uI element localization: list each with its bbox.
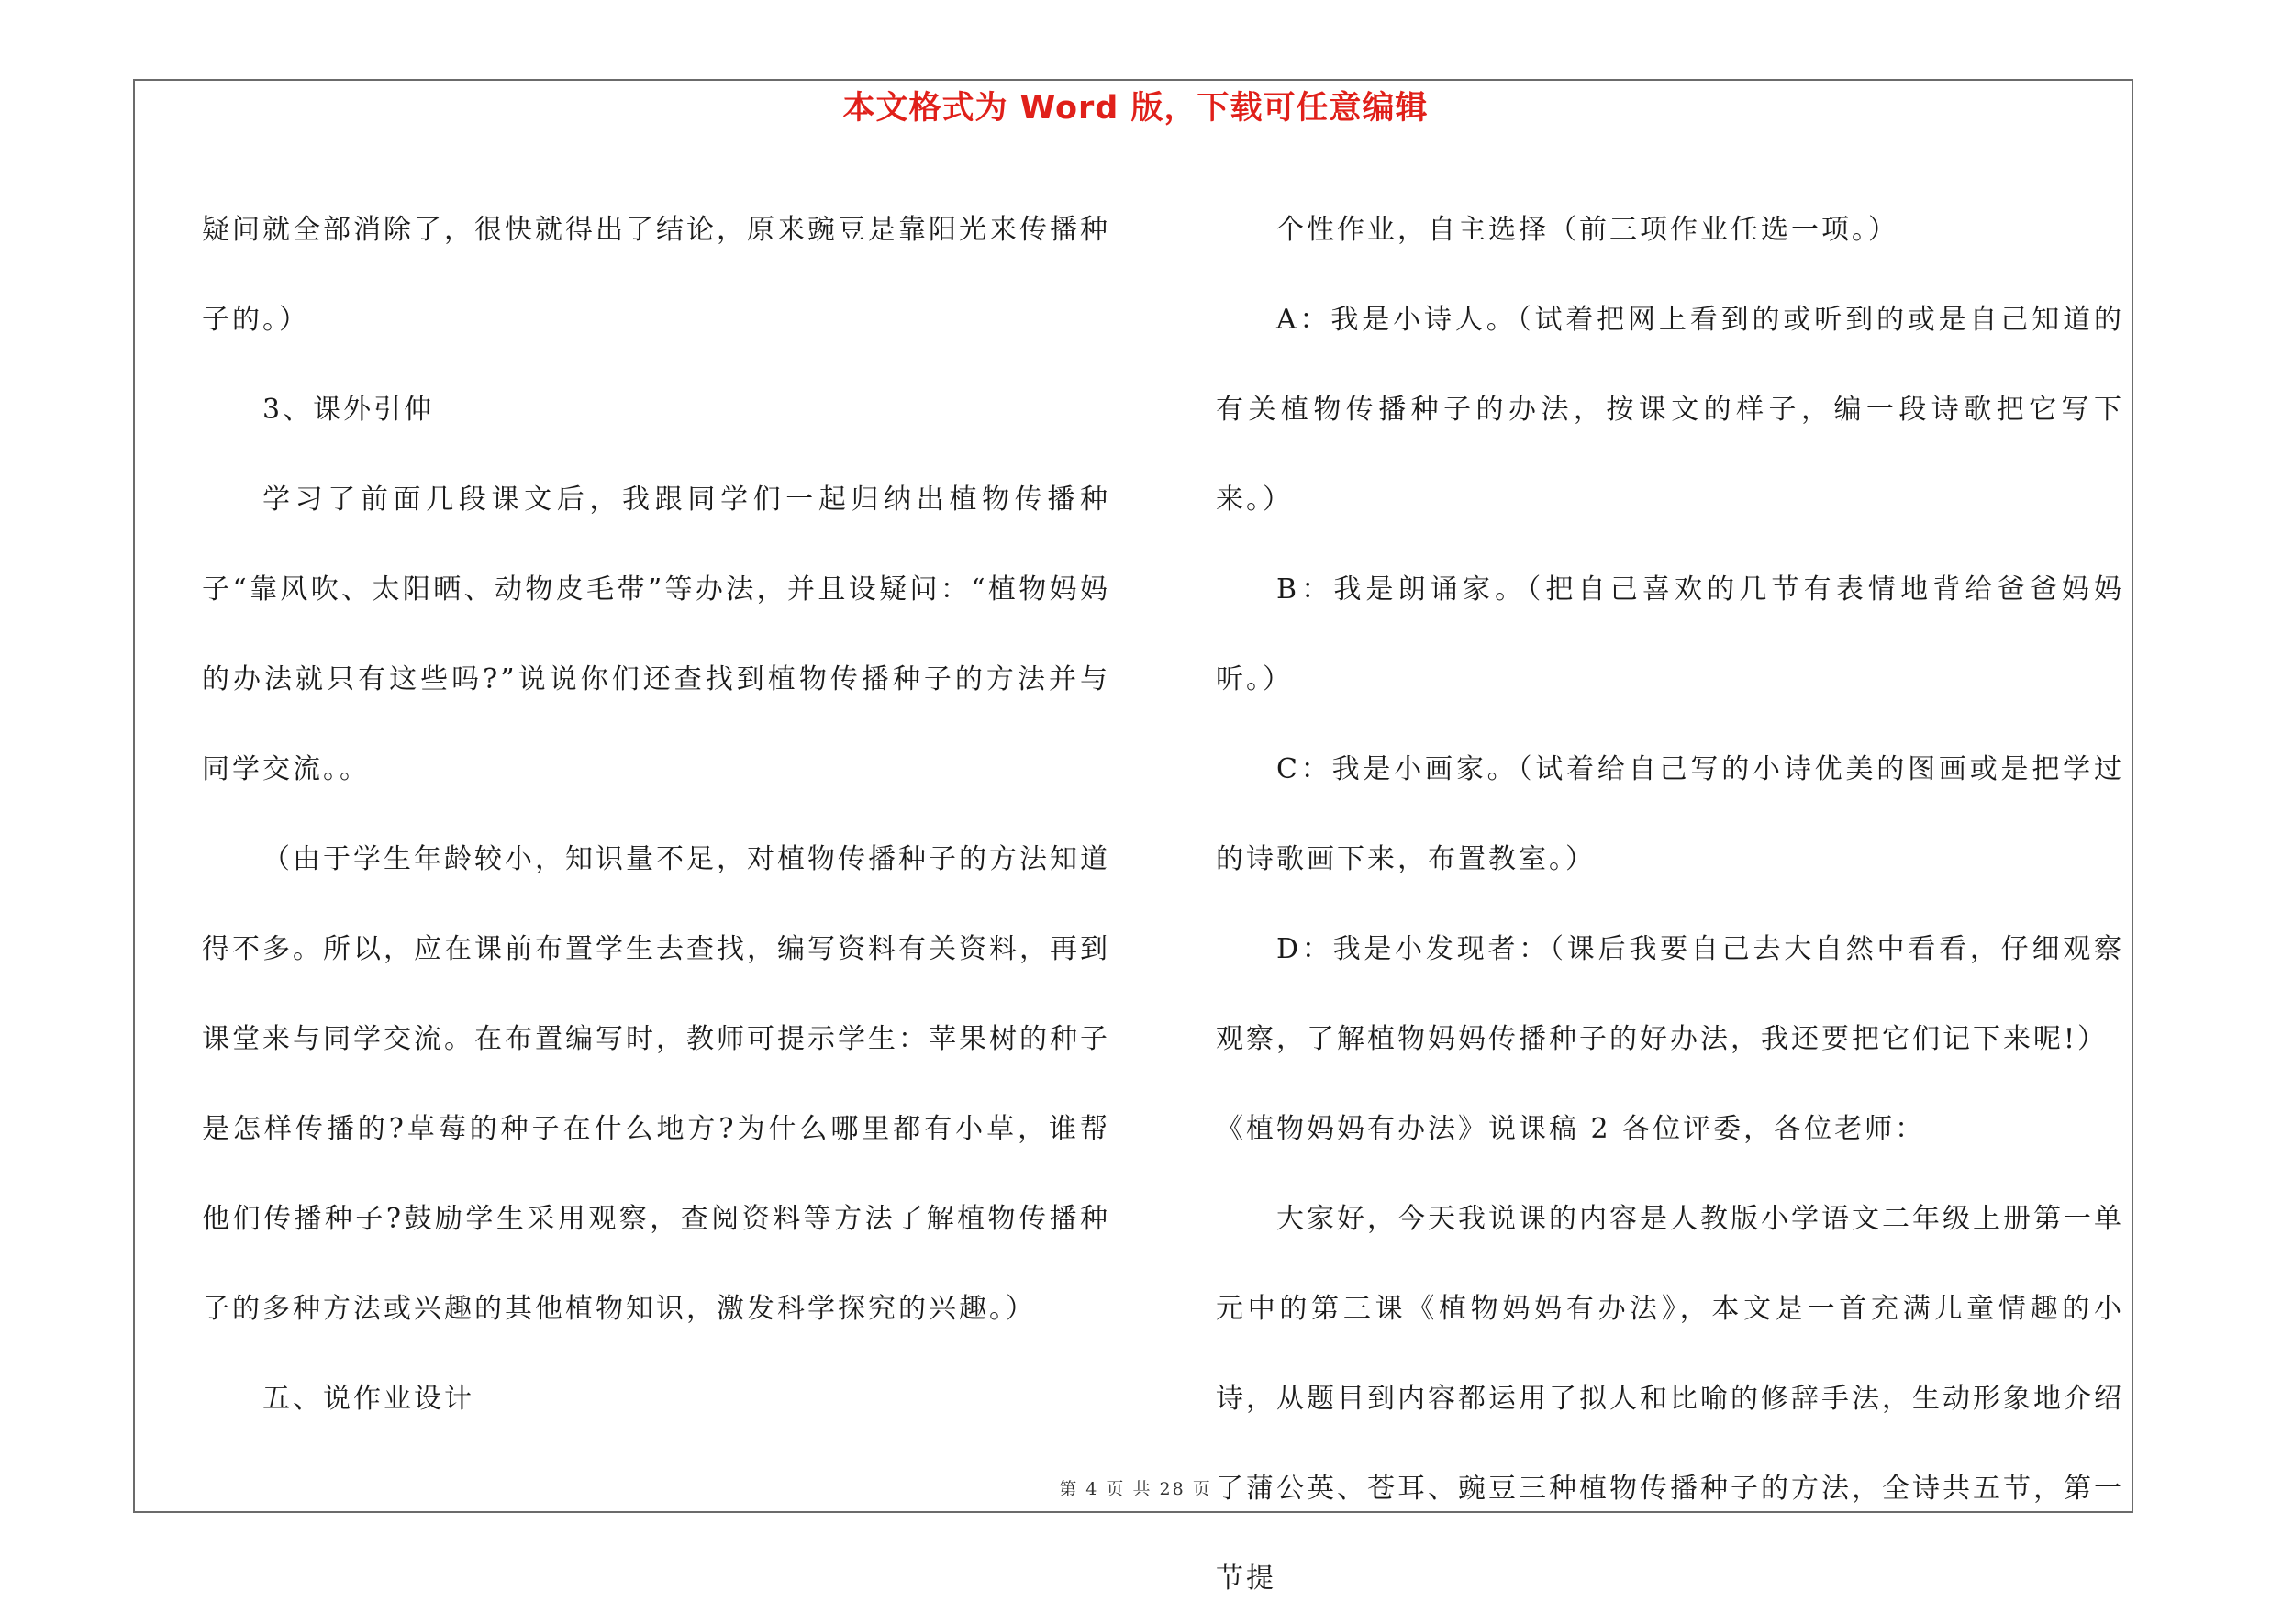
paragraph: B：我是朗诵家。（把自己喜欢的几节有表情地背给爸爸妈妈听。）: [1216, 573, 2124, 695]
document-banner: 本文格式为 Word 版，下载可任意编辑: [842, 90, 1429, 127]
paragraph: A：我是小诗人。（试着把网上看到的或听到的或是自己知道的有关植物传播种子的办法，按课文的样子，编一段诗歌把它写下来。）: [1216, 304, 2124, 516]
paragraph: 个性作业，自主选择（前三项作业任选一项。）: [1276, 214, 1898, 246]
paragraph: C：我是小画家。（试着给自己写的小诗优美的图画或是把学过的诗歌画下来，布置教室。）: [1216, 753, 2124, 875]
paragraph: 《植物妈妈有办法》说课稿 2 各位评委，各位老师：: [1216, 1113, 1926, 1145]
section-heading: 3、课外引伸: [262, 394, 435, 426]
left-column: [202, 185, 1110, 1444]
page-number-footer: 第 4 页 共 28 页: [1059, 1479, 1212, 1499]
paragraph: （由于学生年龄较小，知识量不足，对植物传播种子的方法知道得不多。所以，应在课前布置学生去查找，编写资料有关资料，再到课堂来与同学交流。在布置编写时，教师可提示学生：苹果树的种子是怎样传播的?草莓的种子在什么地方?为什么哪里都有小草，谁帮他们传播种子?鼓励学生采用观察，查阅资料等方法了解植物传播种子的多种方法或兴趣的其他植物知识，激发科学探究的兴趣。）: [202, 843, 1110, 1325]
right-column: [1216, 185, 2124, 1624]
section-heading: 五、说作业设计: [262, 1383, 474, 1415]
paragraph: 学习了前面几段课文后，我跟同学们一起归纳出植物传播种子“靠风吹、太阳晒、动物皮毛带”等办法，并且设疑问：“植物妈妈的办法就只有这些吗?”说说你们还查找到植物传播种子的方法并与同学交流。。: [202, 484, 1110, 785]
paragraph: 大家好，今天我说课的内容是人教版小学语文二年级上册第一单元中的第三课《植物妈妈有办法》，本文是一首充满儿童情趣的小诗，从题目到内容都运用了拟人和比喻的修辞手法，生动形象地介绍了蒲公英、苍耳、豌豆三种植物传播种子的方法，全诗共五节，第一节提: [1216, 1203, 2124, 1595]
paragraph: D：我是小发现者：（课后我要自己去大自然中看看，仔细观察观察，了解植物妈妈传播种子的好办法，我还要把它们记下来呢!）: [1216, 933, 2124, 1055]
paragraph: 疑问就全部消除了，很快就得出了结论，原来豌豆是靠阳光来传播种子的。）: [202, 214, 1110, 336]
